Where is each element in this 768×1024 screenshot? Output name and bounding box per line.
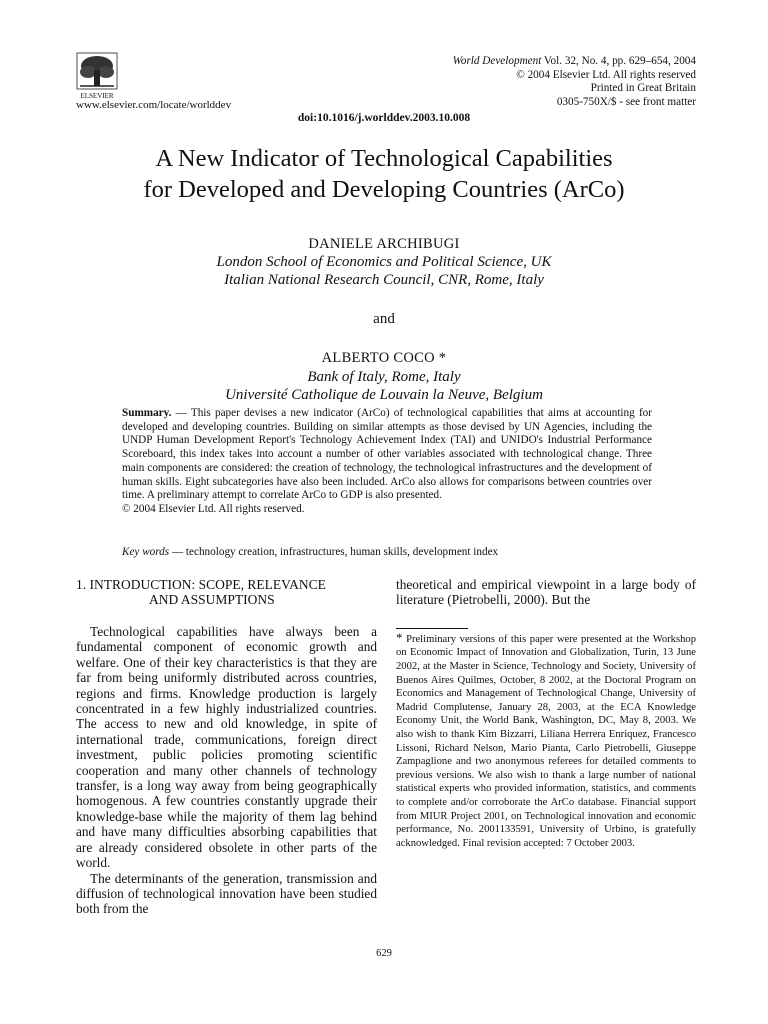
journal-citation: Vol. 32, No. 4, pp. 629–654, 2004 [541,55,696,67]
footnote-text: Preliminary versions of this paper were presented at the Workshop on Economic Impact of Innovation and Globalization, Turin, 13 June 2002, at the Master in Science, Technology and Society, University of Buenos Aires Quilmes, October, 8 2002, at the Doctoral Program on Economics and Management of Technological Change, University of Madrid Complutense, January 28, 2003, at the ECA Knowledge Economy Unit, the World Bank, Washington, DC, May 8, 2003. We also wish to thank Kim Bizzarri, Liliana Herrera Enriquez, Francesco Lissoni, Richard Nelson, Mario Pianta, Carlo Pietrobelli, Giuseppe Zampaglione and two anonymous referees for detailed comments to previous versions. We also wish to thank a large number of national statistical experts who provided information, statistics, and comments to complete and/or corroborate the ArCo database. Financial support from MIUR Project 2001, on Technological innovation and economic performance, No. 2001133591, University of Urbino, is gratefully acknowledged. Final revision accepted: 7 October 2003. [396,633,696,849]
author-2-affiliation-2: Université Catholique de Louvain la Neuve, Belgium [225,387,543,403]
printed-line: Printed in Great Britain [590,82,696,95]
section-heading-line-1: 1. INTRODUCTION: SCOPE, RELEVANCE [76,577,326,592]
footnote [396,631,696,851]
title-line-1: A New Indicator of Technological Capabilities [155,145,613,172]
doi[interactable]: doi:10.1016/j.worlddev.2003.10.008 [297,112,471,124]
paragraph-2: The determinants of the generation, transmission and diffusion of technological innovation have been studied both from the [76,870,377,917]
elsevier-logo [76,52,118,102]
author-1-affiliation-2: Italian National Research Council, CNR, Rome, Italy [224,272,544,288]
elsevier-tree-icon [76,52,118,102]
author-1-affiliation-1: London School of Economics and Political Science, UK [216,254,552,270]
section-heading [76,577,377,607]
keywords-label: Key words [122,546,170,558]
journal-url[interactable]: www.elsevier.com/locate/worlddev [76,99,232,111]
author-1-name: DANIELE ARCHIBUGI [308,236,460,252]
keywords-text: — technology creation, infrastructures, human skills, development index [169,546,499,558]
title-line-2: for Developed and Developing Countries (ArCo) [143,176,625,203]
logo-wordmark: ELSEVIER [80,92,114,100]
left-column [76,577,377,917]
paper-title [0,143,768,205]
author-1-affiliation [0,253,768,289]
paragraph-2-continued: theoretical and empirical viewpoint in a large body of literature (Pietrobelli, 2000). But the [396,577,696,608]
abstract-label: Summary. [122,407,172,419]
author-separator: and [373,311,395,327]
issn-line: 0305-750X/$ - see front matter [556,95,696,108]
author-2-name: ALBERTO COCO * [321,350,447,366]
page-number: 629 [376,948,392,959]
abstract [122,407,652,517]
journal-citation-line [453,55,696,69]
abstract-copyright: © 2004 Elsevier Ltd. All rights reserved. [122,502,305,515]
paragraph-1: Technological capabilities have always been a fundamental component of economic growth and welfare. One of their key characteristics is that they are far from being uniformly distributed across countries, regions and firms. Knowledge production is largely concentrated in a few highly industrialized countries. The access to new and old knowledge, in spite of international trade, communications, foreign direct investment, public policies promoting scientific cooperation and many other channels of technology transfer, is a long way away from being geographically homogenous. A few countries constantly upgrade their knowledge-base while the majority of them lag behind and have many difficulties absorbing capabilities that are already considered obsolete in other parts of the world. [76,624,377,871]
abstract-text: — This paper devises a new indicator (ArCo) of technological capabilities that aims at accounting for developed and developing countries. Building on similar attempts as those devised by UN Agencies, including the UNDP Human Development Report's Technology Achievement Index (TAI) and UNIDO's Industrial Performance Scoreboard, this index takes into account a number of other variables associated with technological change. Three main components are considered: the creation of technology, the technological infrastructures and the development of human skills. Eight subcategories have also been included. ArCo also allows for comparisons between countries over time. A preliminary attempt to correlate ArCo to GDP is also presented. [122,407,652,502]
author-2-affiliation-1: Bank of Italy, Rome, Italy [307,369,461,385]
journal-name: World Development [452,55,542,67]
journal-reference [453,55,696,109]
footnote-rule [396,628,468,629]
section-heading-line-2: AND ASSUMPTIONS [149,592,275,607]
footnote-marker: * [396,629,403,645]
copyright-line: © 2004 Elsevier Ltd. All rights reserved [516,68,696,81]
author-2-affiliation [0,368,768,404]
right-column [396,577,696,850]
keywords [122,546,682,558]
